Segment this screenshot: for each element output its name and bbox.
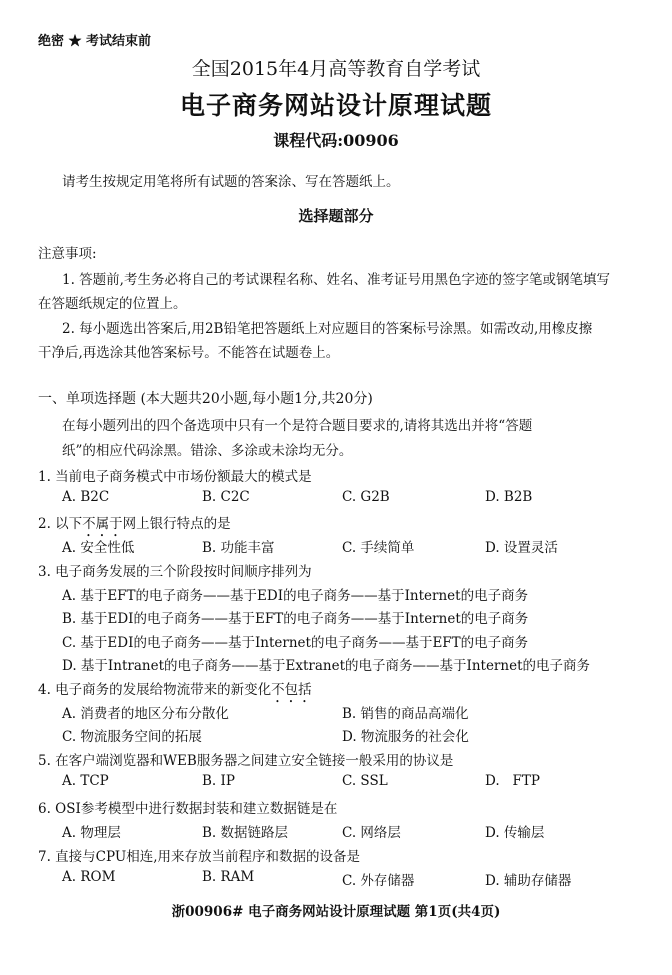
question-4-stem-emphasis: 不包括 xyxy=(271,682,312,698)
question-6-option-b: B. 数据链路层 xyxy=(202,825,289,841)
question-5-stem: 5. 在客户端浏览器和WEB服务器之间建立安全链接一般采用的协议是 xyxy=(38,753,454,769)
question-3-option-c: C. 基于EDI的电子商务——基于Internet的电子商务——基于EFT的电子商务 xyxy=(62,635,529,651)
page-footer: 浙00906# 电子商务网站设计原理试题 第1页(共4页) xyxy=(171,904,501,920)
question-4-option-a: A. 消费者的地区分布分散化 xyxy=(62,706,229,722)
question-4-option-b: B. 销售的商品高端化 xyxy=(342,706,469,722)
question-2-option-c: C. 手续简单 xyxy=(342,540,415,556)
question-6-stem: 6. OSI参考模型中进行数据封装和建立数据链是在 xyxy=(38,801,338,817)
question-2-option-d: D. 设置灵活 xyxy=(485,540,558,556)
exam-title: 全国2015年4月高等教育自学考试 xyxy=(191,58,481,80)
question-5-option-b: B. IP xyxy=(202,773,235,789)
notice-item-2-line-2: 干净后,再选涂其他答案标号。不能答在试题卷上。 xyxy=(38,345,340,361)
question-7-option-c: C. 外存储器 xyxy=(342,873,415,889)
question-7-stem: 7. 直接与CPU相连,用来存放当前程序和数据的设备是 xyxy=(38,849,361,865)
question-3-option-d: D. 基于Intranet的电子商务——基于Extranet的电子商务——基于Internet的电子商务 xyxy=(62,658,590,674)
question-5-option-c: C. SSL xyxy=(342,773,388,789)
part-description-line-2: 纸”的相应代码涂黑。错涂、多涂或未涂均无分。 xyxy=(62,443,353,459)
question-7-option-a: A. ROM xyxy=(62,869,116,885)
paper-title: 电子商务网站设计原理试题 xyxy=(179,91,492,120)
question-2-option-b: B. 功能丰富 xyxy=(202,540,275,556)
question-6-option-c: C. 网络层 xyxy=(342,825,401,841)
question-4-stem-start: 4. 电子商务的发展给物流带来的新变化 xyxy=(38,682,272,698)
question-4-option-d: D. 物流服务的社会化 xyxy=(342,729,469,745)
question-1-option-c: C. G2B xyxy=(342,489,390,505)
question-2-stem-end: 网上银行特点的是 xyxy=(122,516,231,532)
notice-title: 注意事项: xyxy=(38,246,97,262)
question-2-option-a: A. 安全性低 xyxy=(62,540,135,556)
secret-label: 绝密 ★ 考试结束前 xyxy=(38,34,152,49)
question-4-option-c: C. 物流服务空间的拓展 xyxy=(62,729,202,745)
section-title: 选择题部分 xyxy=(298,207,374,225)
question-1-option-d: D. B2B xyxy=(485,489,533,505)
question-3-option-b: B. 基于EDI的电子商务——基于EFT的电子商务——基于Internet的电子商务 xyxy=(62,611,529,627)
question-3-stem: 3. 电子商务发展的三个阶段按时间顺序排列为 xyxy=(38,564,312,580)
question-6-option-d: D. 传输层 xyxy=(485,825,545,841)
part-description-line-1: 在每小题列出的四个备选项中只有一个是符合题目要求的,请将其选出并将“答题 xyxy=(62,418,533,434)
question-7-option-d: D. 辅助存储器 xyxy=(485,873,572,889)
question-5-option-d: D. FTP xyxy=(485,773,540,789)
question-1-option-b: B. C2C xyxy=(202,489,250,505)
part-heading: 一、单项选择题 (本大题共20小题,每小题1分,共20分) xyxy=(38,391,373,407)
notice-item-2-line-1: 2. 每小题选出答案后,用2B铅笔把答题纸上对应题目的答案标号涂黑。如需改动,用橡皮擦 xyxy=(62,321,593,337)
question-2-stem-start: 2. 以下 xyxy=(38,516,83,532)
course-code: 课程代码:00906 xyxy=(273,131,399,150)
question-7-option-b: B. RAM xyxy=(202,869,255,885)
question-1-option-a: A. B2C xyxy=(62,489,110,505)
notice-item-1-line-2: 在答题纸规定的位置上。 xyxy=(38,296,187,312)
question-1-stem: 1. 当前电子商务模式中市场份额最大的模式是 xyxy=(38,469,312,485)
question-2-stem-emphasis: 不属于 xyxy=(82,516,123,532)
question-6-option-a: A. 物理层 xyxy=(62,825,121,841)
notice-item-1-line-1: 1. 答题前,考生务必将自己的考试课程名称、姓名、准考证号用黑色字迹的签字笔或钢笔填写 xyxy=(62,272,610,288)
general-instruction: 请考生按规定用笔将所有试题的答案涂、写在答题纸上。 xyxy=(62,174,400,190)
question-5-option-a: A. TCP xyxy=(62,773,109,789)
question-3-option-a: A. 基于EFT的电子商务——基于EDI的电子商务——基于Internet的电子商务 xyxy=(62,588,529,604)
